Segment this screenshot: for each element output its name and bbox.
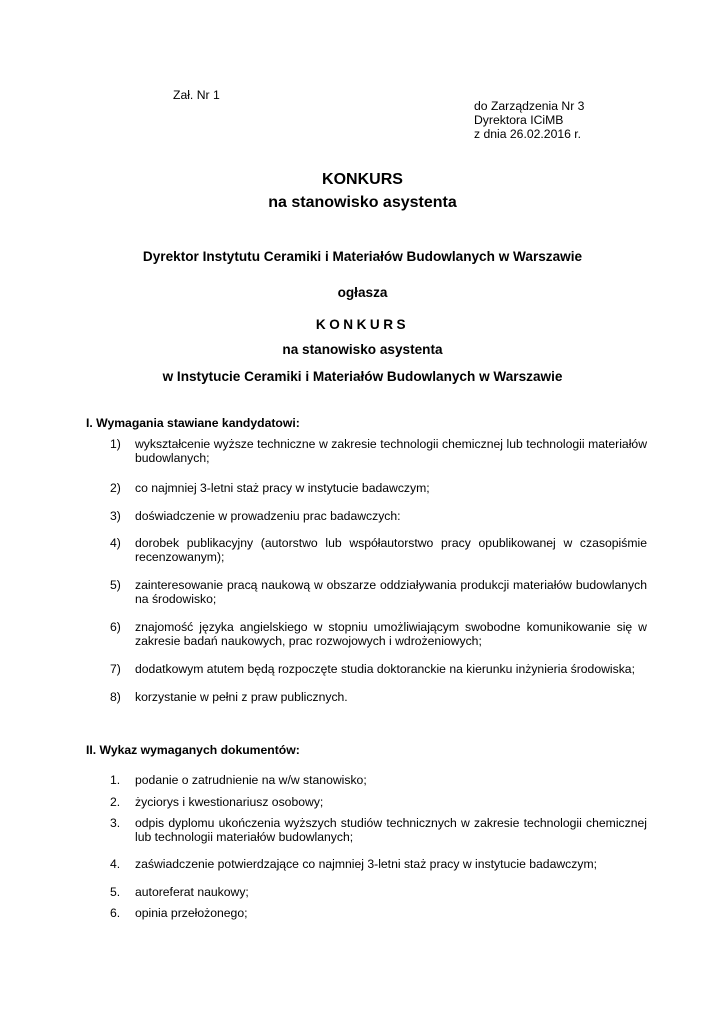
list-item-text: co najmniej 3-letni staż pracy w instytucie badawczym; bbox=[135, 481, 430, 495]
page-title: KONKURS bbox=[322, 171, 403, 188]
order-line: z dnia 26.02.2016 r. bbox=[474, 127, 582, 141]
documents-heading: II. Wykaz wymaganych dokumentów: bbox=[86, 743, 300, 757]
list-item-number: 4) bbox=[110, 536, 121, 550]
list-item-number: 6. bbox=[110, 906, 121, 920]
position-line: na stanowisko asystenta bbox=[282, 342, 443, 357]
list-item-number: 5. bbox=[110, 885, 121, 899]
list-item-text: podanie o zatrudnienie na w/w stanowisko; bbox=[135, 773, 367, 787]
order-line: Dyrektora ICiMB bbox=[474, 113, 564, 127]
order-reference bbox=[474, 99, 584, 141]
list-item-number: 1. bbox=[110, 773, 121, 787]
list-item-text: opinia przełożonego; bbox=[135, 906, 248, 920]
list-item-text: doświadczenie w prowadzeniu prac badawczych: bbox=[135, 509, 401, 523]
requirements-heading: I. Wymagania stawiane kandydatowi: bbox=[86, 416, 300, 430]
list-item-text: wykształcenie wyższe techniczne w zakresie technologii chemicznej lub technologii materiałów budowlanych; bbox=[135, 437, 647, 465]
director-line: Dyrektor Instytutu Ceramiki i Materiałów Budowlanych w Warszawie bbox=[142, 249, 583, 264]
list-item-text: odpis dyplomu ukończenia wyższych studiów technicznych w zakresie technologii chemicznej lub technologii materiałów budowlanych; bbox=[135, 816, 647, 844]
konkurs-heading: KONKURS bbox=[315, 317, 410, 332]
list-item-number: 7) bbox=[110, 662, 121, 676]
page-subtitle: na stanowisko asystenta bbox=[268, 194, 457, 211]
list-item-text: znajomość języka angielskiego w stopniu umożliwiającym swobodne komunikowanie się w zakresie badań naukowych, prac rozwojowych i wdrożeniowych; bbox=[135, 620, 647, 648]
list-item-text: zainteresowanie pracą naukową w obszarze oddziaływania produkcji materiałów budowlanych na środowisko; bbox=[135, 578, 647, 606]
list-item-text: autoreferat naukowy; bbox=[135, 885, 249, 899]
list-item-number: 4. bbox=[110, 857, 121, 871]
list-item-number: 8) bbox=[110, 690, 121, 704]
list-item-number: 3. bbox=[110, 816, 121, 830]
list-item-text: życiorys i kwestionariusz osobowy; bbox=[135, 795, 324, 809]
list-item-number: 6) bbox=[110, 620, 121, 634]
list-item-text: zaświadczenie potwierdzające co najmniej 3-letni staż pracy w instytucie badawczym; bbox=[135, 857, 597, 871]
list-item-number: 2) bbox=[110, 481, 121, 495]
list-item-number: 5) bbox=[110, 578, 121, 592]
list-item-text: dorobek publikacyjny (autorstwo lub współautorstwo pracy opublikowanej w czasopiśmie recenzowanym); bbox=[135, 536, 647, 564]
institute-line: w Instytucie Ceramiki i Materiałów Budowlanych w Warszawie bbox=[162, 369, 563, 384]
list-item-number: 3) bbox=[110, 509, 121, 523]
order-line: do Zarządzenia Nr 3 bbox=[474, 99, 585, 113]
list-item-text: korzystanie w pełni z praw publicznych. bbox=[135, 690, 348, 704]
announces-line: ogłasza bbox=[337, 285, 388, 300]
attachment-label: Zał. Nr 1 bbox=[173, 88, 220, 102]
list-item-number: 2. bbox=[110, 795, 121, 809]
list-item-text: dodatkowym atutem będą rozpoczęte studia doktoranckie na kierunku inżynieria środowiska; bbox=[135, 662, 635, 676]
list-item-number: 1) bbox=[110, 437, 121, 451]
